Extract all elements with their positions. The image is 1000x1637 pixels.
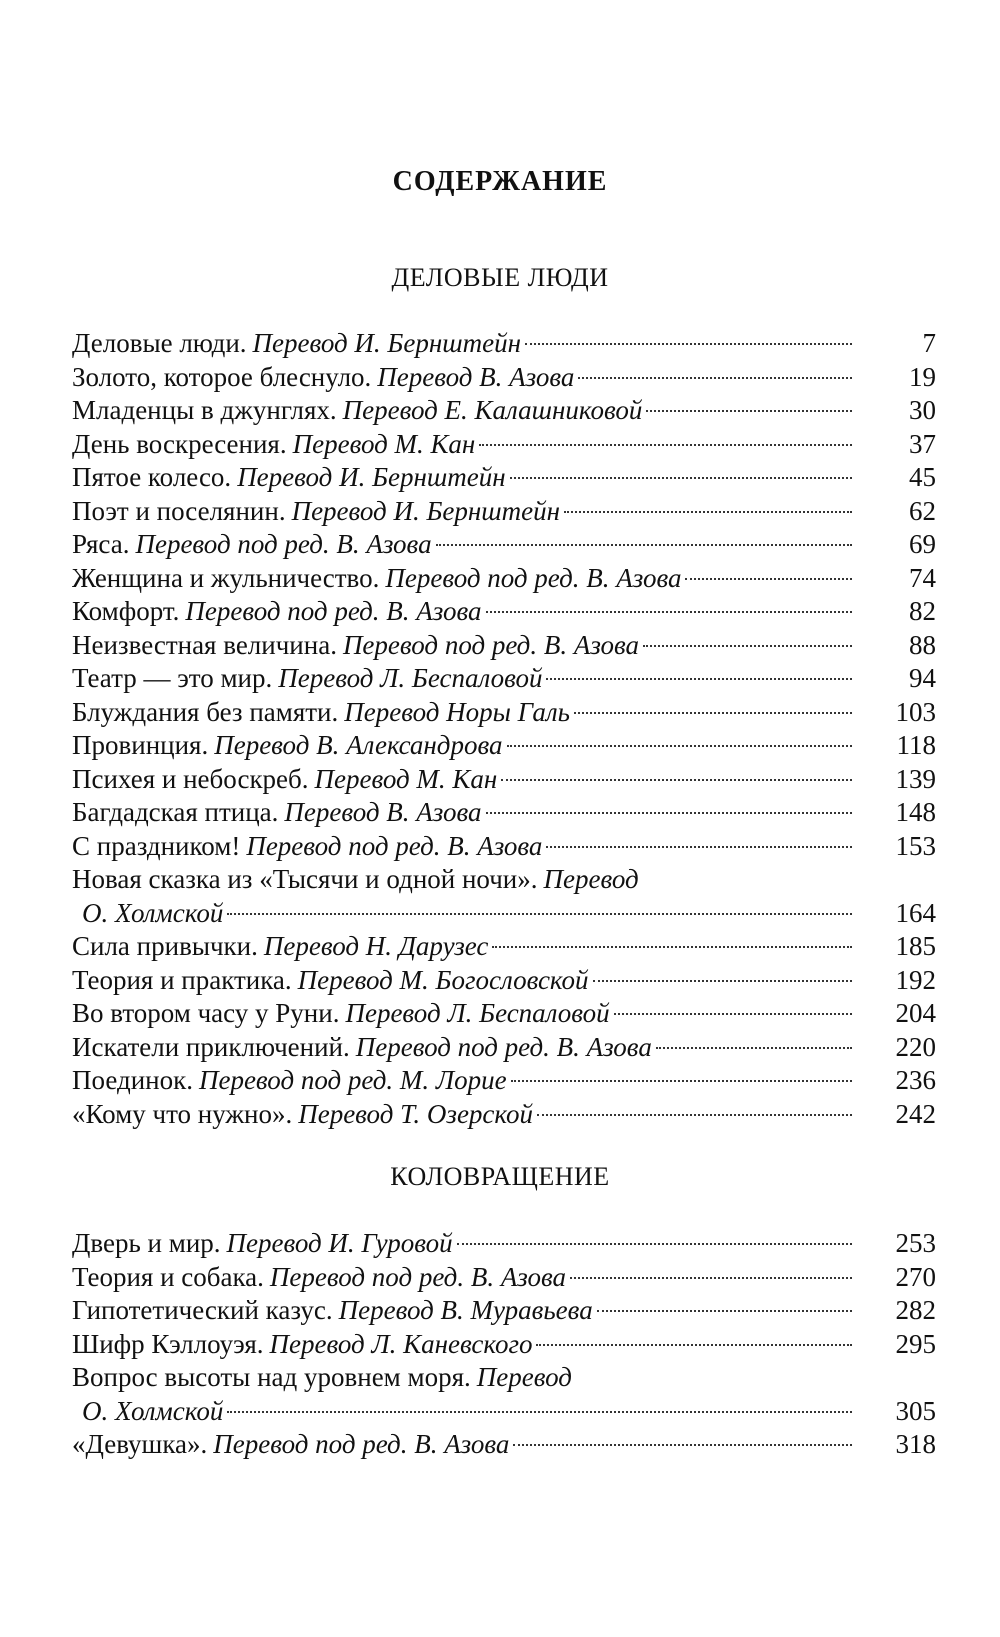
dot-leader [614, 1013, 852, 1015]
work-title: Провинция. [72, 730, 209, 760]
dot-leader [597, 1310, 852, 1312]
toc-entry [72, 1361, 936, 1428]
translator-credit: Перевод Е. Калашниковой [342, 395, 643, 425]
toc-entry [72, 327, 936, 361]
dot-leader [537, 1114, 852, 1116]
translator-credit: Перевод Норы Галь [344, 696, 570, 727]
toc-entry [72, 763, 936, 797]
toc-entry [72, 1294, 936, 1328]
work-title: Дверь и мир. [72, 1228, 221, 1258]
dot-leader [513, 1444, 852, 1446]
translator-credit: Перевод В. Муравьева [338, 1295, 593, 1325]
toc-entry [72, 863, 936, 930]
toc-entry-line [72, 930, 852, 964]
toc-entry [72, 1328, 936, 1362]
toc-entry-line [72, 830, 852, 864]
work-title: Женщина и жульничество. [72, 562, 380, 593]
page-number: 148 [895, 797, 936, 827]
work-title: Сила привычки. [72, 931, 258, 961]
page-number: 69 [909, 529, 936, 559]
translator-credit: Перевод Л. Беспаловой [345, 998, 610, 1028]
toc-entry [72, 1428, 936, 1462]
page-number: 103 [895, 696, 936, 727]
translator-credit-continued: О. Холмской [82, 1395, 224, 1426]
page-number: 118 [896, 730, 936, 760]
toc-entry [72, 528, 936, 562]
translator-credit: Перевод В. Александрова [214, 730, 503, 760]
toc-entry-line [72, 1064, 852, 1098]
dot-leader [656, 1047, 852, 1049]
toc-entry-line [72, 428, 852, 462]
page-number: 282 [895, 1295, 936, 1325]
work-title: Золото, которое блеснуло. [72, 361, 372, 392]
toc-entry-line [72, 1261, 852, 1295]
translator-credit-continued: О. Холмской [82, 897, 224, 928]
dot-leader [227, 913, 852, 915]
toc-entry-line [72, 796, 852, 830]
page-number: 7 [922, 328, 936, 358]
toc-entry-line [72, 1361, 852, 1395]
translator-credit: Перевод под ред. В. Азова [355, 1031, 652, 1062]
toc-entry [72, 562, 936, 596]
toc-entry [72, 997, 936, 1031]
translator-credit: Перевод под ред. В. Азова [135, 529, 432, 559]
page-number: 318 [895, 1429, 936, 1459]
page-number: 305 [895, 1395, 936, 1426]
work-title: Поэт и поселянин. [72, 495, 286, 526]
work-title: Во втором часу у Руни. [72, 998, 340, 1028]
translator-credit: Перевод И. Бернштейн [252, 328, 521, 358]
dot-leader [479, 444, 852, 446]
page-number: 204 [895, 998, 936, 1028]
translator-credit: Перевод В. Азова [284, 797, 482, 827]
toc-entry-line [72, 763, 852, 797]
dot-leader [574, 712, 852, 714]
page-number: 153 [895, 830, 936, 861]
dot-leader [593, 980, 852, 982]
translator-credit: Перевод М. Кан [314, 763, 498, 794]
toc-entry-line [72, 729, 852, 763]
toc-entry [72, 662, 936, 696]
toc-entry [72, 1098, 936, 1132]
work-title: День воскресения. [72, 428, 287, 459]
work-title: Багдадская птица. [72, 797, 279, 827]
section-title-whirligigs: КОЛОВРАЩЕНИЕ [390, 1162, 610, 1191]
work-title: Младенцы в джунглях. [72, 395, 337, 425]
work-title: Теория и собака. [72, 1261, 264, 1292]
toc-list-business-people [72, 327, 936, 1131]
translator-credit: Перевод И. Бернштейн [291, 495, 561, 526]
dot-leader [546, 846, 852, 848]
page-number: 82 [909, 596, 936, 626]
work-title: Гипотетический казус. [72, 1295, 333, 1325]
translator-credit: Перевод И. Бернштейн [237, 462, 506, 492]
work-title: Ряса. [72, 529, 130, 559]
dot-leader [578, 377, 852, 379]
translator-credit: Перевод под ред. В. Азова [246, 830, 543, 861]
page-number: 74 [909, 562, 936, 593]
toc-entry-line [72, 394, 852, 428]
page-title: СОДЕРЖАНИЕ [392, 166, 608, 197]
toc-entry-line [72, 863, 852, 897]
toc-entry [72, 629, 936, 663]
translator-credit: Перевод [476, 1362, 572, 1392]
toc-entry [72, 495, 936, 529]
toc-entry [72, 428, 936, 462]
work-title: Вопрос высоты над уровнем моря. [72, 1362, 471, 1392]
page-number: 139 [895, 763, 936, 794]
page-number: 295 [895, 1328, 936, 1359]
toc-entry-line [72, 1428, 852, 1462]
dot-leader [643, 645, 852, 647]
toc-entry [72, 796, 936, 830]
toc-entry-line [72, 1031, 852, 1065]
translator-credit: Перевод М. Кан [292, 428, 476, 459]
dot-leader [511, 1080, 852, 1082]
work-title: Комфорт. [72, 596, 180, 626]
work-title: Поединок. [72, 1065, 193, 1095]
toc-entry [72, 1031, 936, 1065]
page-number: 192 [895, 964, 936, 995]
translator-credit: Перевод под ред. В. Азова [385, 562, 682, 593]
translator-credit: Перевод под ред. М. Лорие [198, 1065, 507, 1095]
dot-leader [457, 1243, 852, 1245]
dot-leader [646, 410, 852, 412]
page-number: 62 [909, 495, 936, 526]
translator-credit: Перевод В. Азова [377, 361, 575, 392]
work-title: Блуждания без памяти. [72, 696, 339, 727]
toc-entry-line [72, 997, 852, 1031]
toc-entry-line [72, 495, 852, 529]
work-title: С праздником! [72, 830, 241, 861]
page-number: 242 [895, 1098, 936, 1129]
work-title: Искатели приключений. [72, 1031, 350, 1062]
work-title: «Девушка». [72, 1429, 208, 1459]
translator-credit: Перевод под ред. В. Азова [213, 1429, 510, 1459]
toc-entry-line-continued [82, 897, 852, 931]
work-title: Пятое колесо. [72, 462, 232, 492]
toc-entry-line [72, 1098, 852, 1132]
page-number: 270 [895, 1261, 936, 1292]
toc-entry [72, 394, 936, 428]
toc-entry-line [72, 461, 852, 495]
toc-entry [72, 930, 936, 964]
work-title: Новая сказка из «Тысячи и одной ночи». [72, 864, 538, 894]
toc-list-whirligigs [72, 1227, 936, 1462]
toc-entry [72, 964, 936, 998]
dot-leader [536, 1344, 852, 1346]
dot-leader [570, 1277, 852, 1279]
toc-entry-line [72, 562, 852, 596]
toc-entry-line [72, 595, 852, 629]
toc-entry [72, 1227, 936, 1261]
translator-credit: Перевод Л. Беспаловой [278, 663, 543, 693]
page-number: 45 [909, 462, 936, 492]
dot-leader [685, 578, 852, 580]
toc-entry-line [72, 528, 852, 562]
section-title-business-people: ДЕЛОВЫЕ ЛЮДИ [391, 263, 609, 292]
dot-leader [501, 779, 852, 781]
work-title: «Кому что нужно». [72, 1098, 293, 1129]
page-number: 88 [909, 629, 936, 660]
toc-entry-line [72, 629, 852, 663]
toc-entry-line-continued [82, 1395, 852, 1429]
work-title: Теория и практика. [72, 964, 292, 995]
translator-credit: Перевод Н. Дарузес [263, 931, 489, 961]
translator-credit: Перевод под ред. В. Азова [185, 596, 482, 626]
toc-entry [72, 361, 936, 395]
page-number: 185 [895, 931, 936, 961]
page-number: 94 [909, 663, 936, 693]
toc-entry-line [72, 964, 852, 998]
work-title: Неизвестная величина. [72, 629, 337, 660]
toc-entry [72, 1064, 936, 1098]
dot-leader [492, 946, 852, 948]
dot-leader [486, 812, 853, 814]
page-number: 164 [895, 897, 936, 928]
translator-credit: Перевод Л. Каневского [269, 1328, 533, 1359]
toc-entry-line [72, 361, 852, 395]
dot-leader [507, 745, 853, 747]
dot-leader [525, 343, 852, 345]
work-title: Психея и небоскреб. [72, 763, 309, 794]
translator-credit: Перевод под ред. В. Азова [269, 1261, 567, 1292]
translator-credit: Перевод [543, 864, 639, 894]
dot-leader [486, 611, 852, 613]
work-title: Деловые люди. [72, 328, 247, 358]
toc-entry [72, 1261, 936, 1295]
page-number: 220 [895, 1031, 936, 1062]
dot-leader [546, 678, 852, 680]
translator-credit: Перевод И. Гуровой [226, 1228, 453, 1258]
toc-entry [72, 696, 936, 730]
toc-entry [72, 595, 936, 629]
toc-entry-line [72, 1294, 852, 1328]
dot-leader [227, 1411, 852, 1413]
toc-entry [72, 729, 936, 763]
toc-entry-line [72, 327, 852, 361]
toc-entry-line [72, 1328, 852, 1362]
page-number: 253 [895, 1228, 936, 1258]
translator-credit: Перевод под ред. В. Азова [342, 629, 640, 660]
dot-leader [436, 544, 852, 546]
page-number: 236 [895, 1065, 936, 1095]
work-title: Театр — это мир. [72, 663, 273, 693]
dot-leader [564, 511, 852, 513]
dot-leader [510, 477, 852, 479]
page-number: 30 [909, 395, 936, 425]
work-title: Шифр Кэллоуэя. [72, 1328, 264, 1359]
translator-credit: Перевод Т. Озерской [298, 1098, 534, 1129]
translator-credit: Перевод М. Богословской [297, 964, 589, 995]
page-number: 19 [909, 361, 936, 392]
toc-entry-line [72, 662, 852, 696]
toc-entry-line [72, 1227, 852, 1261]
toc-entry [72, 461, 936, 495]
toc-entry-line [72, 696, 852, 730]
toc-entry [72, 830, 936, 864]
page-number: 37 [909, 428, 936, 459]
